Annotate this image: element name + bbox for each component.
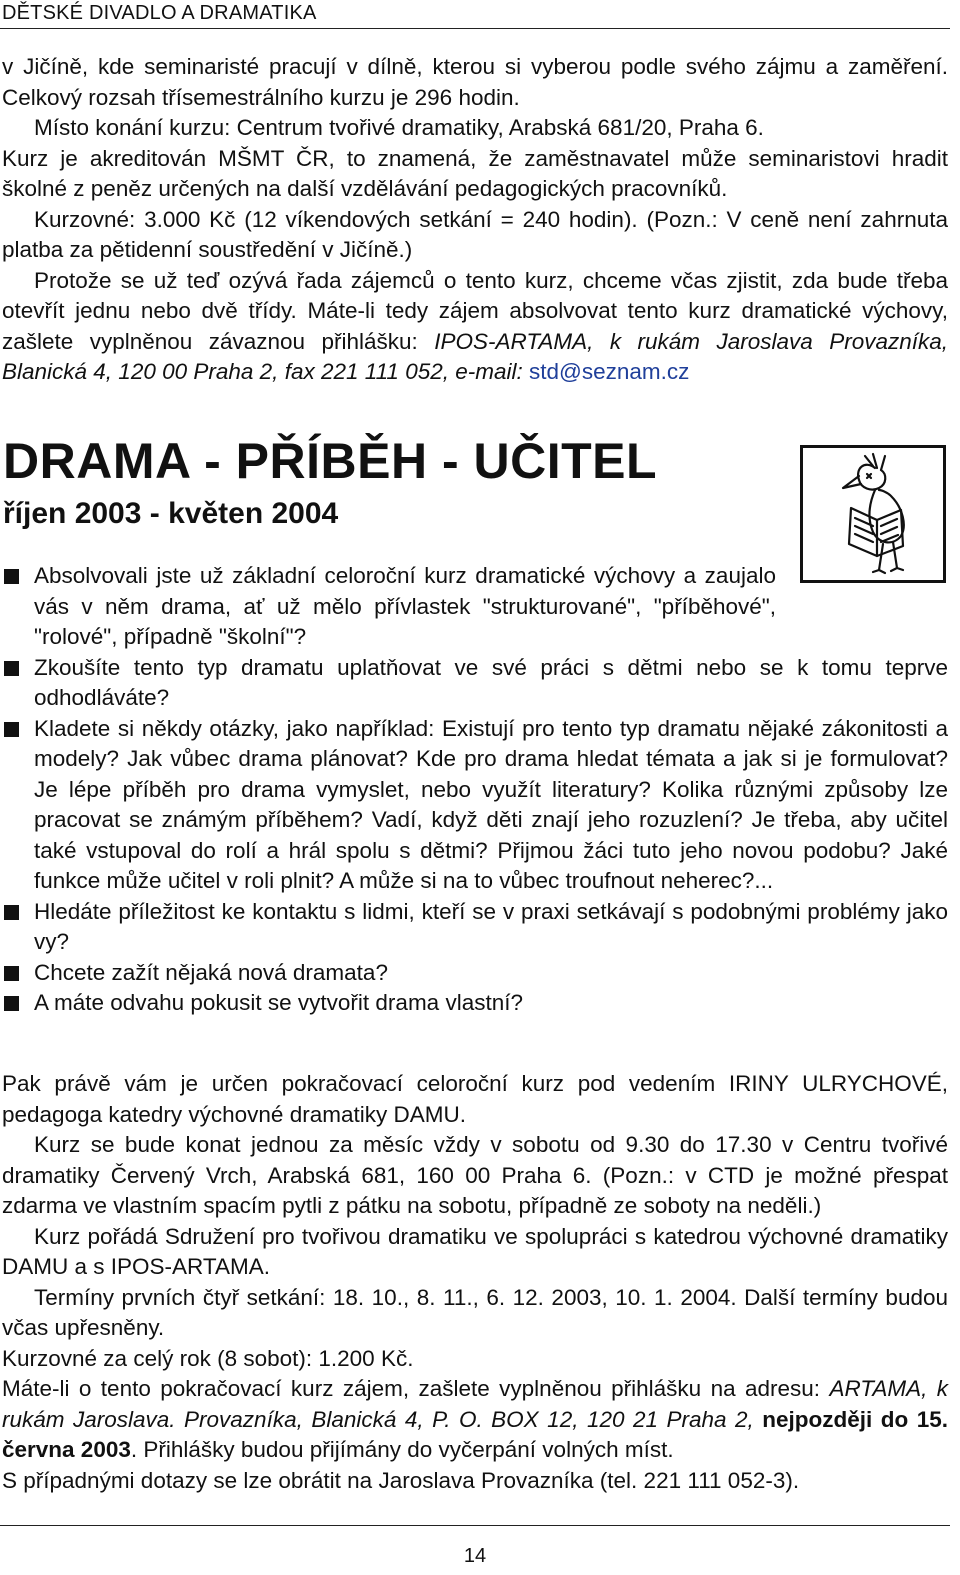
application-address-2: ARTAMA, k rukám Jaroslava. Provazníka, Blanická 4, P. O. BOX 12, 120 21 Praha 2, bbox=[2, 1376, 949, 1432]
list-item: A máte odvahu pokusit se vytvořit drama vlastní? bbox=[2, 988, 948, 1019]
course-title: DRAMA - PŘÍBĚH - UČITEL bbox=[3, 433, 658, 489]
intro-paragraph-3: Kurz je akreditován MŠMT ČR, to znamená, že zaměstnavatel může seminaristovi hradit školné z peněz určených na další vzdělávání pedagogických pracovníků. bbox=[2, 145, 948, 201]
intro-paragraph-4: Kurzovné: 3.000 Kč (12 víkendových setkání = 240 hodin). (Pozn.: V ceně není zahrnuta platba za pětidenní soustředění v Jičíně.) bbox=[2, 206, 948, 262]
deadline: nejpozději do 15. června 2003 bbox=[2, 1406, 949, 1462]
email-link[interactable]: std@seznam.cz bbox=[529, 359, 690, 384]
intro-paragraph-1: v Jičíně, kde seminaristé pracují v dílně, kterou si vyberou podle svého zájmu a zaměření. Celkový rozsah třísemestrálního kurzu je 296 hodin. bbox=[2, 54, 948, 110]
bullet-square-icon bbox=[4, 996, 19, 1011]
intro-paragraph-5 bbox=[2, 266, 948, 388]
details-paragraph-4: Termíny prvních čtyř setkání: 18. 10., 8. 11., 6. 12. 2003, 10. 1. 2004. Další termíny budou včas upřesněny. bbox=[2, 1284, 948, 1340]
question-list bbox=[2, 561, 948, 1019]
bullet-square-icon bbox=[4, 722, 19, 737]
bullet-square-icon bbox=[4, 661, 19, 676]
details-paragraph-6: Máte-li o tento pokračovací kurz zájem, zašlete vyplněnou přihlášku na adresu: ARTAMA, k rukám Jaroslava. Provazníka, Blanická 4, P. O. BOX 12, 120 21 Praha 2, nejpozději do 15. června 2003. Přihlášky budou přijímány do vyčerpání volných míst. bbox=[2, 1376, 949, 1462]
running-header: DĚTSKÉ DIVADLO A DRAMATIKA bbox=[2, 2, 317, 24]
list-item: Zkoušíte tento typ dramatu uplatňovat ve své práci s dětmi nebo se k tomu teprve odhodláváte? bbox=[2, 653, 948, 714]
list-item: Hledáte příležitost ke kontaktu s lidmi, kteří se v praxi setkávají s podobnými problémy jako vy? bbox=[2, 897, 948, 958]
course-details-section bbox=[2, 1069, 948, 1496]
details-paragraph-3: Kurz pořádá Sdružení pro tvořivou dramatiku ve spolupráci s katedrou výchovné dramatiky DAMU a s IPOS-ARTAMA. bbox=[2, 1223, 948, 1279]
bullet-square-icon bbox=[4, 905, 19, 920]
details-paragraph-5: Kurzovné za celý rok (8 sobot): 1.200 Kč. bbox=[2, 1345, 414, 1371]
header-rule bbox=[0, 28, 950, 29]
page-number: 14 bbox=[463, 1545, 487, 1567]
bullet-square-icon bbox=[4, 569, 19, 584]
course-dates: říjen 2003 - květen 2004 bbox=[3, 497, 339, 530]
intro-section bbox=[2, 52, 948, 388]
footer-rule bbox=[0, 1525, 950, 1526]
details-paragraph-7: S případnými dotazy se lze obrátit na Jaroslava Provazníka (tel. 221 111 052-3). bbox=[2, 1467, 800, 1493]
list-item: Chcete zažít nějaká nová dramata? bbox=[2, 958, 948, 989]
list-item: Kladete si někdy otázky, jako například: Existují pro tento typ dramatu nějaké zákonitosti a modely? Jak vůbec drama plánovat? Kde pro drama hledat témata a jak si je formulovat? Je lépe příběh pro drama vymyslet, nebo využít literatury? Kolika různými způsoby lze pracovat se známým příběhem? Vadí, když děti znají jeho rozuzlení? Je třeba, aby učitel také vstupoval do rolí a hrál spolu s dětmi? Přijmou žáci tuto jeho novou podobu? Jaké funkce může učitel v roli plnit? A může si na to vůbec troufnout neherec?... bbox=[2, 714, 948, 897]
application-text: Protože se už teď ozývá řada zájemců o tento kurz, chceme včas zjistit, zda bude třeba otevřít jednu nebo dvě třídy. Máte-li tedy zájem absolvovat tento kurz dramatické výchovy, zašlete vyplněnou závaznou přihlášku: bbox=[2, 267, 948, 354]
details-paragraph-2: Kurz se bude konat jednou za měsíc vždy v sobotu od 9.30 do 17.30 v Centru tvořivé dramatiky Červený Vrch, Arabská 681, 160 00 Praha 6. (Pozn.: v CTD je možné přespat zdarma ve vlastním spacím pytli z pátku na sobotu, případně ze soboty na neděli.) bbox=[2, 1132, 948, 1218]
details-paragraph-1: Pak právě vám je určen pokračovací celoroční kurz pod vedením IRINY ULRYCHOVÉ, pedagoga katedry výchovné dramatiky DAMU. bbox=[2, 1071, 948, 1127]
application-address: IPOS-ARTAMA, k rukám Jaroslava Provazníka, Blanická 4, 120 00 Praha 2, fax 221 111 052, e-mail: bbox=[2, 328, 948, 384]
list-item: Absolvovali jste už základní celoroční kurz dramatické výchovy a zaujalo vás v něm drama, ať už mělo přívlastek "strukturované", "příběhové", "rolové", případně "školní"? bbox=[2, 561, 776, 653]
intro-paragraph-2: Místo konání kurzu: Centrum tvořivé dramatiky, Arabská 681/20, Praha 6. bbox=[34, 115, 764, 140]
bullet-square-icon bbox=[4, 966, 19, 981]
